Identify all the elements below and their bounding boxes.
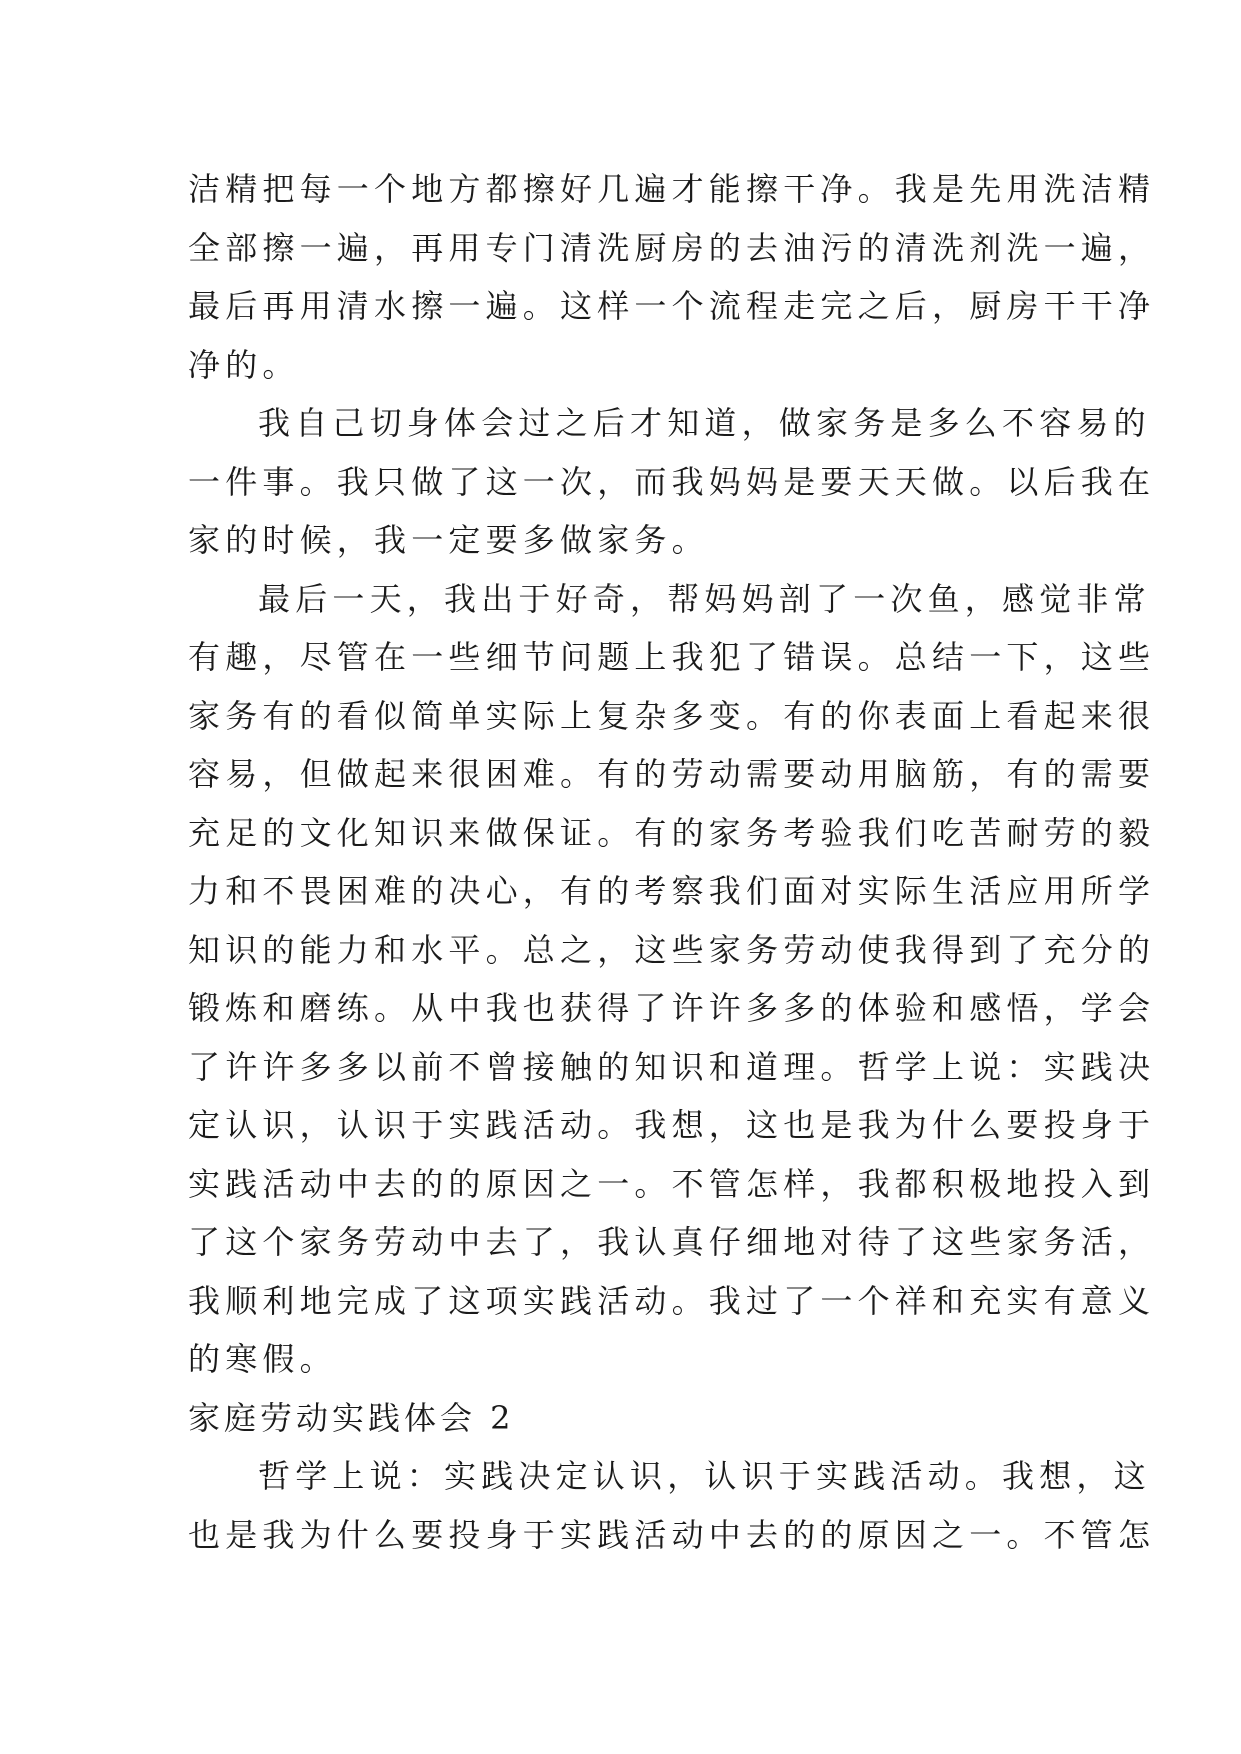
section-heading: 家庭劳动实践体会 2 <box>188 1398 515 1437</box>
paragraph-line: 了许许多多以前不曾接触的知识和道理。哲学上说：实践决 <box>188 1047 1156 1086</box>
paragraph-line: 了这个家务劳动中去了，我认真仔细地对待了这些家务活， <box>188 1223 1156 1261</box>
paragraph-line: 也是我为什么要投身于实践活动中去的的原因之一。不管怎 <box>188 1515 1156 1554</box>
paragraph-line: 充足的文化知识来做保证。有的家务考验我们吃苦耐劳的毅 <box>188 813 1156 852</box>
paragraph-line: 容易，但做起来很困难。有的劳动需要动用脑筋，有的需要 <box>188 755 1156 793</box>
paragraph-line: 我顺利地完成了这项实践活动。我过了一个祥和充实有意义 <box>188 1281 1156 1320</box>
paragraph-line: 净的。 <box>188 345 300 384</box>
paragraph-line: 力和不畏困难的决心，有的考察我们面对实际生活应用所学 <box>188 872 1156 910</box>
paragraph-line: 有趣，尽管在一些细节问题上我犯了错误。总结一下，这些 <box>188 638 1156 676</box>
paragraph-line: 哲学上说：实践决定认识，认识于实践活动。我想，这 <box>258 1457 1151 1495</box>
paragraph-line: 实践活动中去的的原因之一。不管怎样，我都积极地投入到 <box>188 1164 1156 1203</box>
paragraph-line: 最后一天，我出于好奇，帮妈妈剖了一次鱼，感觉非常 <box>258 579 1151 618</box>
paragraph-line: 一件事。我只做了这一次，而我妈妈是要天天做。以后我在 <box>188 462 1156 501</box>
paragraph-line: 家的时候，我一定要多做家务。 <box>188 521 709 559</box>
paragraph-line: 知识的能力和水平。总之，这些家务劳动使我得到了充分的 <box>188 930 1156 969</box>
paragraph-line: 全部擦一遍，再用专门清洗厨房的去油污的清洗剂洗一遍， <box>188 228 1156 267</box>
paragraph-line: 定认识，认识于实践活动。我想，这也是我为什么要投身于 <box>188 1106 1156 1144</box>
paragraph-line: 的寒假。 <box>188 1340 337 1378</box>
paragraph-line: 锻炼和磨练。从中我也获得了许许多多的体验和感悟，学会 <box>188 989 1156 1027</box>
document-body <box>188 160 1156 1564</box>
paragraph-line: 最后再用清水擦一遍。这样一个流程走完之后，厨房干干净 <box>188 287 1156 325</box>
paragraph-line: 我自己切身体会过之后才知道，做家务是多么不容易的 <box>258 404 1151 442</box>
paragraph-line: 家务有的看似简单实际上复杂多变。有的你表面上看起来很 <box>188 696 1156 735</box>
paragraph-line: 洁精把每一个地方都擦好几遍才能擦干净。我是先用洗洁精 <box>188 170 1156 208</box>
